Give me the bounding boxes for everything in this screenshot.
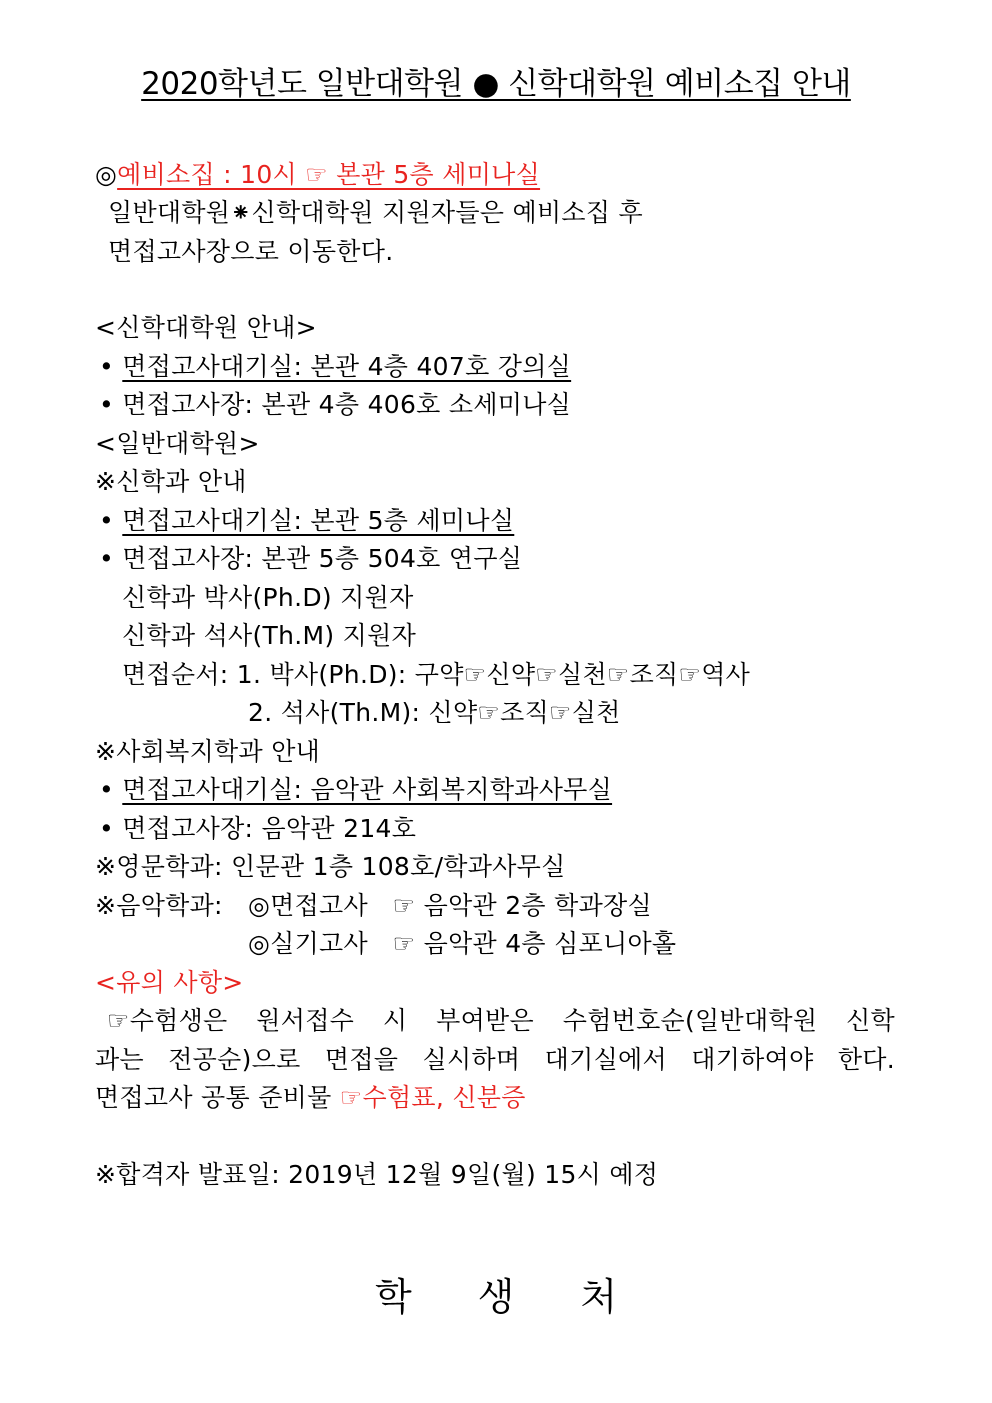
issuer-footer: 학생처 — [374, 1275, 684, 1319]
theology-grad-waiting-room: 면접고사대기실: 본관 4층 407호 강의실 — [122, 352, 572, 381]
theology-grad-interview-line — [99, 390, 571, 420]
social-welfare-heading: ※사회복지학과 안내 — [95, 737, 321, 766]
announcement-date: ※합격자 발표일: 2019년 12월 9일(월) 15시 예정 — [95, 1160, 659, 1189]
theology-grad-interview-room: 면접고사장: 본관 4층 406호 소세미나실 — [122, 390, 572, 419]
social-welfare-interview-room: 면접고사장: 음악관 214호 — [122, 814, 417, 843]
social-welfare-interview-line — [99, 814, 416, 844]
prelim-heading: 예비소집 : 10시 ☞ 본관 5층 세미나실 — [117, 160, 541, 189]
required-items: ☞수험표, 신분증 — [339, 1083, 526, 1112]
required-items-label: 면접고사 공통 준비물 — [95, 1083, 340, 1112]
theology-dept-heading: ※신학과 안내 — [95, 467, 247, 496]
social-welfare-waiting-room: 면접고사대기실: 음악관 사회복지학과사무실 — [122, 775, 613, 804]
notes-line-2: 과는 전공순)으로 면접을 실시하며 대기실에서 대기하여야 한다. — [95, 1045, 895, 1074]
theology-thm-applicant: 신학과 석사(Th.M) 지원자 — [122, 621, 417, 650]
notes-line-1: ☞수험생은 원서접수 시 부여받은 수험번호순(일반대학원 신학 — [107, 1006, 895, 1035]
notes-line-3 — [95, 1083, 526, 1113]
interview-order-thm: 2. 석사(Th.M): 신약☞조직☞실천 — [248, 698, 621, 727]
double-circle-mark: ◎ — [95, 160, 118, 189]
prelim-desc-2: 면접고사장으로 이동한다. — [108, 237, 394, 266]
bullet: • — [99, 352, 115, 381]
social-welfare-waiting-line — [99, 775, 612, 805]
bullet: • — [99, 814, 115, 843]
bullet: • — [99, 390, 115, 419]
theology-dept-waiting-line — [99, 506, 514, 536]
english-dept: ※영문학과: 인문관 1층 108호/학과사무실 — [95, 852, 566, 881]
theology-dept-waiting-room: 면접고사대기실: 본관 5층 세미나실 — [122, 506, 515, 535]
page-title: 2020학년도 일반대학원 ● 신학대학원 예비소집 안내 — [141, 66, 851, 102]
bullet: • — [99, 775, 115, 804]
interview-order-phd: 면접순서: 1. 박사(Ph.D): 구약☞신약☞실천☞조직☞역사 — [122, 660, 751, 689]
music-interview: ◎면접고사 ☞ 음악관 2층 학과장실 — [248, 891, 652, 920]
theology-grad-waiting-line — [99, 352, 571, 382]
bullet: • — [99, 544, 115, 573]
general-grad-heading: <일반대학원> — [95, 429, 260, 458]
music-dept-label: ※음악학과: — [95, 891, 223, 920]
theology-phd-applicant: 신학과 박사(Ph.D) 지원자 — [122, 583, 414, 612]
theology-dept-interview-line — [99, 544, 522, 574]
bullet: • — [99, 506, 115, 535]
prelim-heading-line — [95, 160, 540, 190]
notes-heading: <유의 사항> — [95, 968, 244, 997]
theology-grad-heading: <신학대학원 안내> — [95, 313, 317, 342]
theology-dept-interview-room: 면접고사장: 본관 5층 504호 연구실 — [122, 544, 523, 573]
prelim-desc-1: 일반대학원⁕신학대학원 지원자들은 예비소집 후 — [108, 198, 643, 227]
music-practical: ◎실기고사 ☞ 음악관 4층 심포니아홀 — [248, 929, 677, 958]
